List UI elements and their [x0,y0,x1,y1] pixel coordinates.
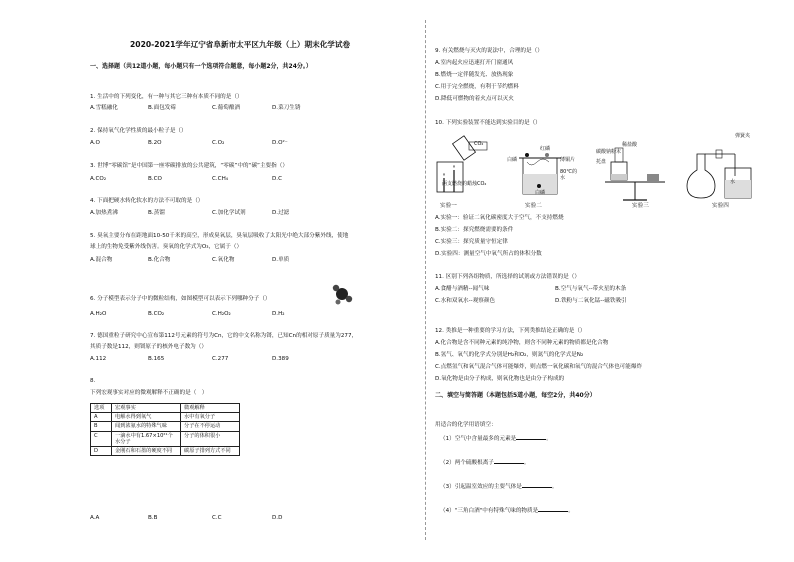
q1-option-a: A.雪糕融化 [90,105,118,111]
table-cell: 分子在不停运动 [181,422,240,431]
q10-option-d: D.实验四：测量空气中氧气所占的体积分数 [435,251,542,257]
q5-option-b: B.化合物 [148,257,171,263]
fill-item-3-text: （3）引起温室效应的主要气体是 [440,484,522,490]
answer-blank[interactable] [538,506,568,512]
question-12-stem: 12. 类推是一种重要的学习方法，下列类推结论正确的是（） [435,328,586,334]
table-cell: 碳原子排列方式不同 [181,447,240,456]
q10-option-b: B.实验二：探究燃烧需要的条件 [435,227,514,233]
q4-option-c: C.加化学试剂 [212,210,246,216]
q2-option-c: C.O₂ [212,140,225,146]
fill-item-1: （1）空气中含量最多的元素是 。 [440,436,552,442]
q3-option-c: C.CH₄ [212,176,229,182]
question-7-line1: 7. 德国重粒子研究中心宣布第112号元素的符号为Cn，它的中文名称为鿔，已知Cn的相对原子质量为277， [90,333,358,339]
label-white-phosphorus-2: 白磷 [535,190,546,196]
table-header-cell: 选项 [91,404,112,413]
label-copper-sheet: 薄铜片 [560,157,576,163]
q8-option-a: A.A [90,515,100,521]
q1-option-b: B.面包发霉 [148,105,176,111]
q10-option-c: C.实验三：探究质量守恒定律 [435,239,508,245]
table-cell: B [91,422,112,431]
table-cell: 分子的体积很小 [181,431,240,446]
fill-item-2-text: （2）两个硫酸根离子 [440,460,494,466]
q7-option-d: D.389 [272,356,289,362]
label-sodium-carbonate: 碳酸钠粉末 [596,149,622,155]
q11-option-d: D.铁粉与二氧化锰--磁铁吸引 [555,298,627,304]
label-hot-water: 80℃的水 [560,169,577,181]
q2-option-b: B.2O [148,140,162,146]
question-6-stem: 6. 分子模型表示分子中的微粒结构，如图模型可以表示下列哪种分子（） [90,296,271,302]
q11-option-c: C.水和双氧水--观察颜色 [435,298,496,304]
q5-option-a: A.混合物 [90,257,113,263]
q7-option-c: C.277 [212,356,229,362]
label-co2: CO₂ [474,141,484,147]
q4-option-d: D.过滤 [272,210,290,216]
table-cell: 水中有氧分子 [181,413,240,422]
q3-option-d: D.C [272,176,282,182]
fill-intro: 用适合的化学用语填空： [435,422,497,428]
answer-blank[interactable] [522,482,552,488]
table-row [91,447,240,456]
q12-option-c: C.点燃氢气和氧气混合气体可能爆炸，则点燃一氧化碳和氧气的混合气体也可能爆炸 [435,364,643,370]
caption-experiment-1: 实验一 [440,203,457,209]
table-row [91,431,240,446]
q1-option-d: D.菜刀生锈 [272,105,301,111]
q9-option-b: B.燃烧一定伴随发光、放热现象 [435,72,514,78]
fill-item-2: （2）两个硫酸根离子 。 [440,460,530,466]
q6-option-a: A.H₂O [90,311,107,317]
table-cell: 一滴水中有1.67×10²¹个水分子 [112,431,181,446]
question-10-stem: 10. 下列实验装置不能达到实验目的是（） [435,120,541,126]
table-cell: A [91,413,112,422]
q10-option-a: A.实验一：验证二氧化碳密度大于空气，不支持燃烧 [435,215,564,221]
table-header-cell: 宏观事实 [112,404,181,413]
q3-option-b: B.CO [148,176,162,182]
label-hydrochloric-acid: 稀盐酸 [622,142,638,148]
caption-experiment-3: 实验三 [632,203,649,209]
q4-option-b: B.蒸馏 [148,210,165,216]
question-5-line2: 球上的生物免受紫外线伤害。臭氧的化学式为O₃，它属于（） [90,244,243,250]
table-row [91,422,240,431]
q11-option-b: B.空气与氧气--带火星的木条 [555,286,627,292]
q7-option-b: B.165 [148,356,165,362]
section-heading-choice: 一、选择题（共12道小题，每小题只有一个选项符合题意，每小题2分，共24分。） [90,63,312,70]
label-candles: 两支燃烧的蜡烛CO₂ [442,181,487,187]
q6-option-c: C.H₂O₂ [212,311,231,317]
section-heading-fill: 二、填空与简答题（本题包括5道小题，每空2分，共40分） [435,392,596,399]
table-cell: 金刚石和石墨的硬度不同 [112,447,181,456]
q5-option-c: C.氧化物 [212,257,235,263]
question-4-stem: 4. 下面把硬水转化软水的方法不可取的是（） [90,198,204,204]
caption-experiment-4: 实验四 [712,203,729,209]
q6-option-b: B.CO₂ [148,311,165,317]
q1-option-c: C.葡萄酿酒 [212,105,241,111]
page-title: 2020-2021学年辽宁省阜新市太平区九年级（上）期末化学试卷 [130,40,351,49]
table-cell: 电解水得到氧气 [112,413,181,422]
q3-option-a: A.CO₂ [90,176,107,182]
answer-blank[interactable] [494,458,524,464]
q9-option-a: A.室内起火应迅速打开门窗通风 [435,60,514,66]
q12-option-d: D.氧化物是由分子构成，则氧化物也是由分子构成的 [435,376,565,382]
fill-item-4-text: （4）"三角白酒"中有特殊气味的物质是 [440,508,539,514]
q2-option-a: A.O [90,140,100,146]
label-water: 水 [730,179,736,185]
table-cell: D [91,447,112,456]
label-red-phosphorus: 红磷 [540,146,551,152]
fill-item-1-text: （1）空气中含量最多的元素是 [440,436,517,442]
experiment-2-apparatus [519,153,561,194]
answer-blank[interactable] [516,434,546,440]
q8-option-b: B.B [148,515,158,521]
fill-item-3: （3）引起温室效应的主要气体是 。 [440,484,558,490]
q7-option-a: A.112 [90,356,107,362]
right-column [400,0,794,562]
q11-option-a: A.食醋与酒精--闻气味 [435,286,490,292]
label-white-phosphorus-1: 白磷 [507,157,518,163]
q8-option-d: D.D [272,515,283,521]
table-cell: C [91,431,112,446]
q12-option-b: B.氢气、氧气的化学式分别是H₂和O₂，则氮气的化学式是N₂ [435,352,584,358]
question-5-line1: 5. 臭氧主要分布在距地面10-50千米的高空，形成臭氧层，臭氧层吸收了太阳光中绝大部分紫外线，使地 [90,233,349,239]
label-spring-clamp: 弹簧夹 [735,133,751,139]
q4-option-a: A.加热煮沸 [90,210,118,216]
table-header-cell: 微观解释 [181,404,240,413]
q6-option-d: D.H₂ [272,311,285,317]
question-1-stem: 1. 生活中的下列变化，有一种与其它三种有本质不同的是（） [90,94,243,100]
q8-option-c: C.C [212,515,222,521]
question-9-stem: 9. 有关燃烧与灭火的说法中，合理的是（） [435,48,543,54]
experiment-3-apparatus [605,148,665,200]
question-8-stem: 下列宏观事实对应的微观解释不正确的是（ ） [90,390,208,396]
q2-option-d: D.O²⁻ [272,140,288,146]
fill-item-4: （4）"三角白酒"中有特殊气味的物质是 。 [440,508,574,514]
question-7-line2: 其质子数是112，则鿔原子的核外电子数为（） [90,344,207,350]
question-2-stem: 2. 保持氧气化学性质的最小粒子是（） [90,128,187,134]
question-8-number: 8. [90,378,96,384]
question-3-stem: 3. 世博“零碳馆”是中国第一座零碳排放的公共建筑，“零碳”中的“碳”主要指（） [90,163,288,169]
q9-option-c: C.用于完全燃烧，有利于节约燃料 [435,84,519,90]
q8-table [90,403,240,456]
experiment-4-apparatus [687,150,751,198]
q12-option-a: A.化合物是含不同种元素的纯净物，则含不同种元素的物质都是化合物 [435,340,609,346]
table-row [91,413,240,422]
question-11-stem: 11. 区别下列各组物质，所选择的试剂或方法错误的是（） [435,274,580,280]
table-cell: 闻到浓氨水的特殊气味 [112,422,181,431]
table-header-row [91,404,240,413]
q9-option-d: D.降低可燃物的着火点可以灭火 [435,96,514,102]
label-balance: 托盘 [596,159,607,165]
q5-option-d: D.单质 [272,257,290,263]
molecule-model-figure [330,283,356,307]
caption-experiment-2: 实验二 [525,203,542,209]
